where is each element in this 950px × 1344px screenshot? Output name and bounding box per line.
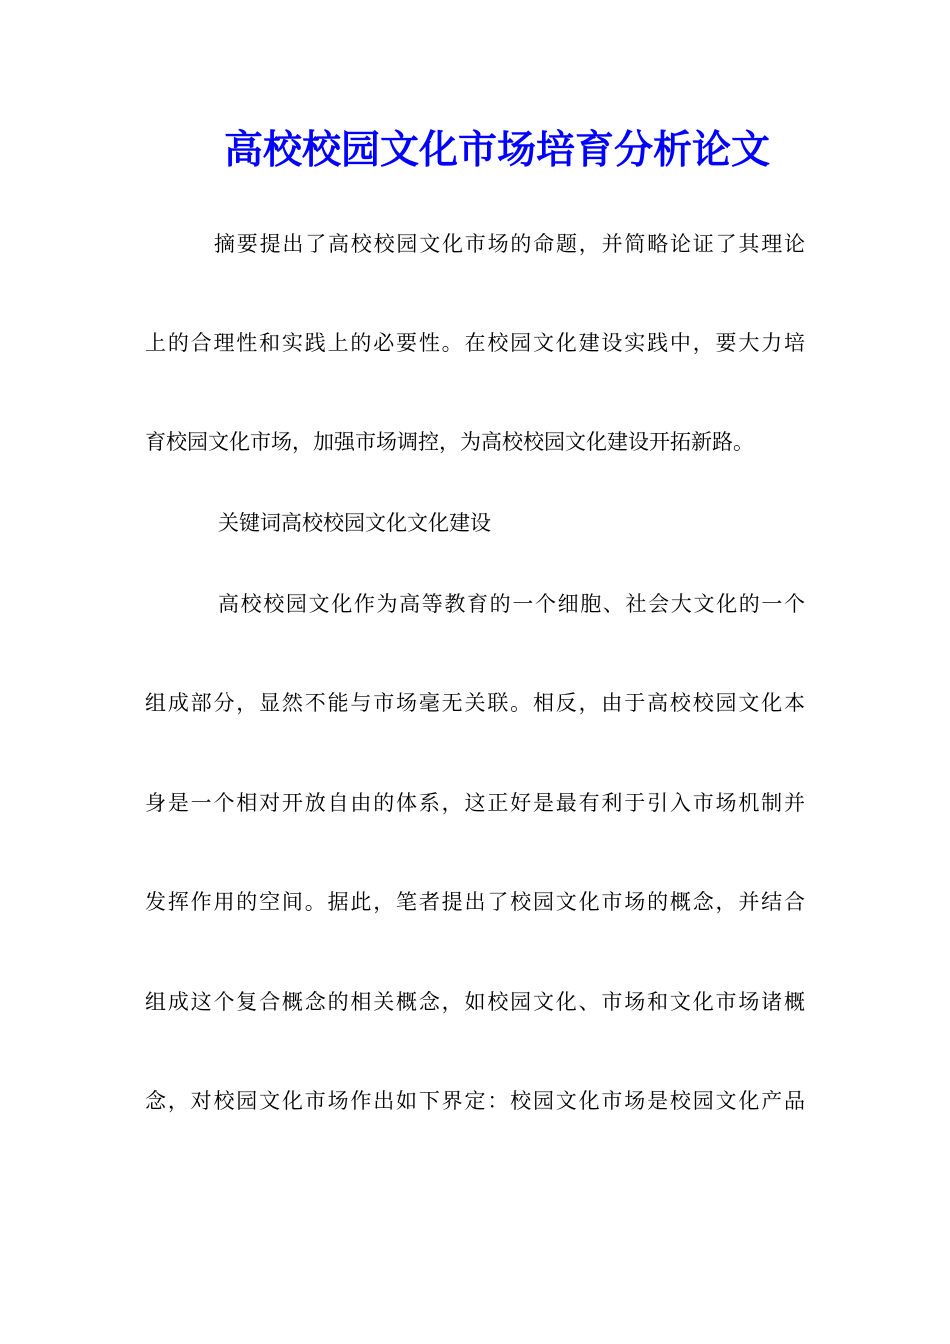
body-line-4: 发挥作用的空间。据此，笔者提出了校园文化市场的概念，并结合 xyxy=(145,890,805,914)
document-title: 高校校园文化市场培育分析论文 xyxy=(223,127,770,173)
body-line-2: 组成部分，显然不能与市场毫无关联。相反，由于高校校园文化本 xyxy=(145,691,805,715)
body-line-5: 组成这个复合概念的相关概念，如校园文化、市场和文化市场诸概 xyxy=(145,990,805,1014)
body-line-1: 高校校园文化作为高等教育的一个细胞、社会大文化的一个 xyxy=(218,592,805,616)
abstract-line-2: 上的合理性和实践上的必要性。在校园文化建设实践中，要大力培 xyxy=(145,331,805,355)
keywords-line: 关键词高校校园文化文化建设 xyxy=(218,511,491,535)
abstract-line-3: 育校园文化市场，加强市场调控，为高校校园文化建设开拓新路。 xyxy=(145,430,754,454)
body-line-3: 身是一个相对开放自由的体系，这正好是最有利于引入市场机制并 xyxy=(145,791,805,815)
body-line-6: 念，对校园文化市场作出如下界定：校园文化市场是校园文化产品 xyxy=(145,1089,805,1113)
abstract-line-1: 摘要提出了高校校园文化市场的命题，并简略论证了其理论 xyxy=(214,232,805,256)
